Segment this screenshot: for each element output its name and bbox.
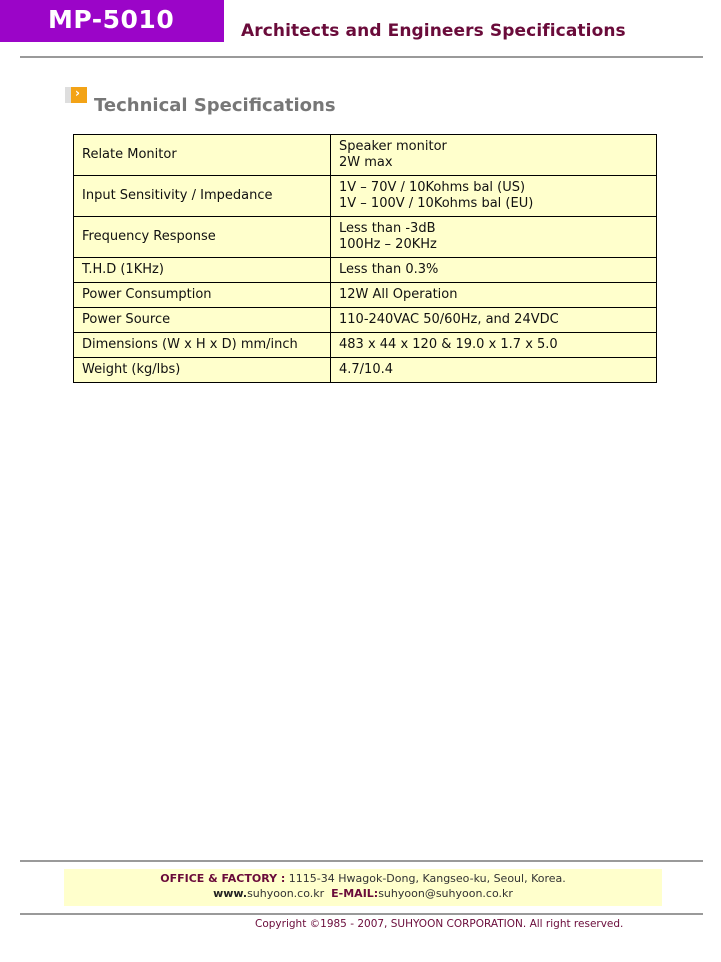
office-address: 1115-34 Hwagok-Dong, Kangseo-ku, Seoul, Korea. xyxy=(285,872,566,885)
header-divider xyxy=(20,56,703,58)
spec-value-line: Speaker monitor xyxy=(339,139,447,154)
table-row xyxy=(74,217,657,258)
spec-label: Power Source xyxy=(74,308,331,333)
copyright-divider xyxy=(20,913,703,915)
spec-label: Input Sensitivity / Impedance xyxy=(74,176,331,217)
spec-value xyxy=(331,217,657,258)
spec-value-line: 100Hz – 20KHz xyxy=(339,237,437,252)
table-row xyxy=(74,308,657,333)
model-badge xyxy=(0,0,224,42)
spec-value xyxy=(331,176,657,217)
spec-value: 12W All Operation xyxy=(331,283,657,308)
footer-contact xyxy=(64,869,662,906)
section-marker xyxy=(65,87,87,103)
specifications-table xyxy=(73,134,657,383)
spec-label: Weight (kg/lbs) xyxy=(74,358,331,383)
table-row xyxy=(74,176,657,217)
table-row xyxy=(74,135,657,176)
model-number: MP-5010 xyxy=(48,5,175,34)
copyright-text: Copyright ©1985 - 2007, SUHYOON CORPORATION. All right reserved. xyxy=(255,918,624,930)
table-row xyxy=(74,333,657,358)
page-title: Architects and Engineers Specifications xyxy=(241,21,626,41)
spec-value-line: 1V – 70V / 10Kohms bal (US) xyxy=(339,180,526,195)
spec-value xyxy=(331,135,657,176)
spec-value-line: 2W max xyxy=(339,155,393,170)
office-label: OFFICE & FACTORY : xyxy=(160,872,286,885)
spec-label: Power Consumption xyxy=(74,283,331,308)
spec-value: 4.7/10.4 xyxy=(331,358,657,383)
footer-address-line xyxy=(64,872,662,885)
table-row xyxy=(74,283,657,308)
website-prefix: www. xyxy=(213,887,248,900)
spec-value-line: Less than -3dB xyxy=(339,221,436,236)
chevron-right-icon: › xyxy=(71,87,87,103)
website-link[interactable]: suhyoon.co.kr xyxy=(247,887,325,900)
section-title: Technical Specifications xyxy=(94,95,336,116)
spec-label: Frequency Response xyxy=(74,217,331,258)
spec-value: 483 x 44 x 120 & 19.0 x 1.7 x 5.0 xyxy=(331,333,657,358)
email-label: E-MAIL: xyxy=(331,887,379,900)
table-row xyxy=(74,358,657,383)
spec-value: Less than 0.3% xyxy=(331,258,657,283)
footer-contact-line xyxy=(64,887,662,900)
spec-label: Dimensions (W x H x D) mm/inch xyxy=(74,333,331,358)
spec-label: T.H.D (1KHz) xyxy=(74,258,331,283)
spec-value: 110-240VAC 50/60Hz, and 24VDC xyxy=(331,308,657,333)
email-link[interactable]: suhyoon@suhyoon.co.kr xyxy=(378,887,513,900)
table-row xyxy=(74,258,657,283)
footer-divider xyxy=(20,860,703,862)
spec-label: Relate Monitor xyxy=(74,135,331,176)
spec-value-line: 1V – 100V / 10Kohms bal (EU) xyxy=(339,196,534,211)
